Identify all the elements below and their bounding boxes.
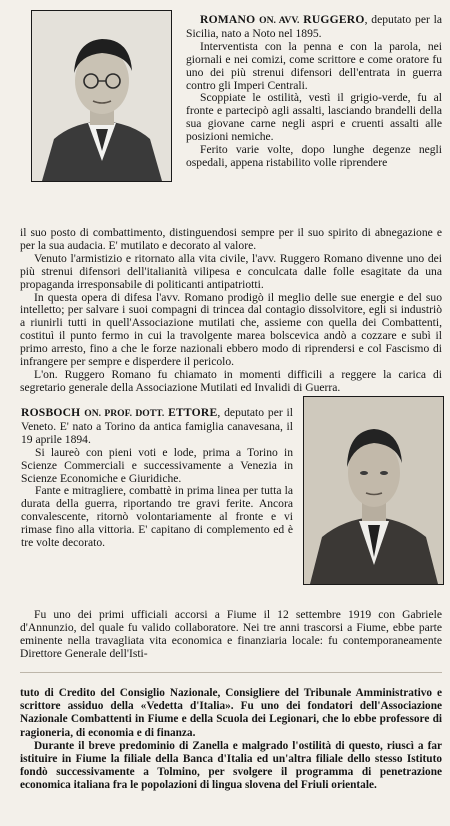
section-divider [20,672,442,673]
rosboch-first-name: ETTORE [168,406,218,419]
bio-paragraph: Interventista con la penna e con la parola, nei giornali e nei comizi, come scrittore e come oratore fu uno dei più strenui difensori dell'entrata in guerra contro gli Imperi Centrali. [186,39,442,92]
bio-paragraph: Scoppiate le ostilità, vestì il grigio-verde, fu al fronte e partecipò agli assalti, lasciando brandelli della sua giovane carne negli aspri e cruenti assalti alle posizioni nemiche. [186,91,442,144]
portrait-photo-romano [31,10,172,182]
rosboch-titles: ON. PROF. DOTT. [84,408,165,419]
bio-paragraph: Fante e mitragliere, combattè in prima linea per tutta la durata della guerra, riportando tre gravi ferite. Ancora convalescente, ritornò volontariamente al fronte e vi rimase fino alla vittoria. E' capitano di complemento ed è tre volte decorato. [21,484,293,550]
bio-paragraph: In questa opera di difesa l'avv. Romano prodigò il meglio delle sue energie e del suo intelletto; per salvare i suoi compagni di trincea dal contagio dissolvitore, egli si industriò a riunirli tutti in quell'Associazione mutilati che, assieme con quella dei Combattenti, costituì il punto fermo in cui la travolgente marea bolscevica andò a cozzare e subì il primo arresto, fino a che le forze nazionali ebbero modo di riprendersi e col Fascismo di infrangere per sempre e disperdere il pericolo. [20,290,442,369]
bio-paragraph: Si laureò con pieni voti e lode, prima a Torino in Scienze Commerciali e successivamente a Venezia in Scienze Economiche e Giuridiche. [21,445,293,485]
portrait-photo-rosboch [303,396,444,585]
bio-romano-full [20,227,442,395]
bio-rosboch-continuation [20,687,442,793]
bio-paragraph: il suo posto di combattimento, distinguendosi sempre per il suo spirito di abnegazione e per la sua audacia. E' mutilato e decorato al valore. [20,226,442,252]
bio-paragraph: L'on. Ruggero Romano fu chiamato in momenti difficili a reggere la carica di segretario generale della Associazione Mutilati ed Invalidi di Guerra. [20,367,442,394]
romano-surname: ROMANO [200,13,256,26]
bio-rosboch-full [20,609,442,661]
bio-rosboch-heading [21,407,293,447]
bio-romano-column [186,14,442,170]
rosboch-surname: ROSBOCH [21,406,81,419]
portrait-rosboch-image [304,397,443,584]
bio-paragraph: tuto di Credito del Consiglio Nazionale, Consigliere del Tribunale Amministrativo e scrittore assiduo della «Vedetta d'Italia». Fu uno dei fondatori dell'Associazione Nazionale Combattenti in Fiume e della Scuola dei Legionari, che lo ebbe professore di ragioneria, di economia e di finanza. [20,687,442,739]
rosboch-intro: , deputato per il Veneto. E' nato a Torino da antica famiglia canavesana, il 19 aprile 1894. [21,406,293,446]
romano-titles: ON. AVV. [259,15,300,26]
romano-intro: , deputato per la Sicilia, nato a Noto nel 1895. [186,13,443,40]
bio-paragraph: Durante il breve predominio di Zanella e malgrado l'ostilità di questo, riuscì a far istituire in Fiume la filiale della Banca d'Italia ed un'altra filiale dello stesso Istituto fondò successivamente a Tolmino, per svolgere il programma di penetrazione economica italiana fra le popolazioni di lingua slovena del Friuli orientale. [20,739,442,792]
bio-paragraph: Ferito varie volte, dopo lunghe degenze negli ospedali, appena ristabilito volle riprendere [186,143,442,169]
bio-paragraph: Fu uno dei primi ufficiali accorsi a Fiume il 12 settembre 1919 con Gabriele d'Annunzio, del quale fu valido collaboratore. Nei tre anni trascorsi a Fiume, ebbe parte eminente nella travagliata vita economica e finanziaria locale: fu contemporaneamente Direttore Generale dell'Isti- [20,608,442,660]
bio-rosboch-column [21,407,293,550]
portrait-romano-image [32,11,171,181]
romano-first-name: RUGGERO [303,13,365,26]
bio-romano-heading [186,14,442,41]
bio-paragraph: Venuto l'armistizio e ritornato alla vita civile, l'avv. Ruggero Romano divenne uno dei più strenui difensori dell'italianità vilipesa e conculcata dalle folle esagitate da una propaganda irresponsabile di politicanti antipatriotti. [20,251,442,291]
